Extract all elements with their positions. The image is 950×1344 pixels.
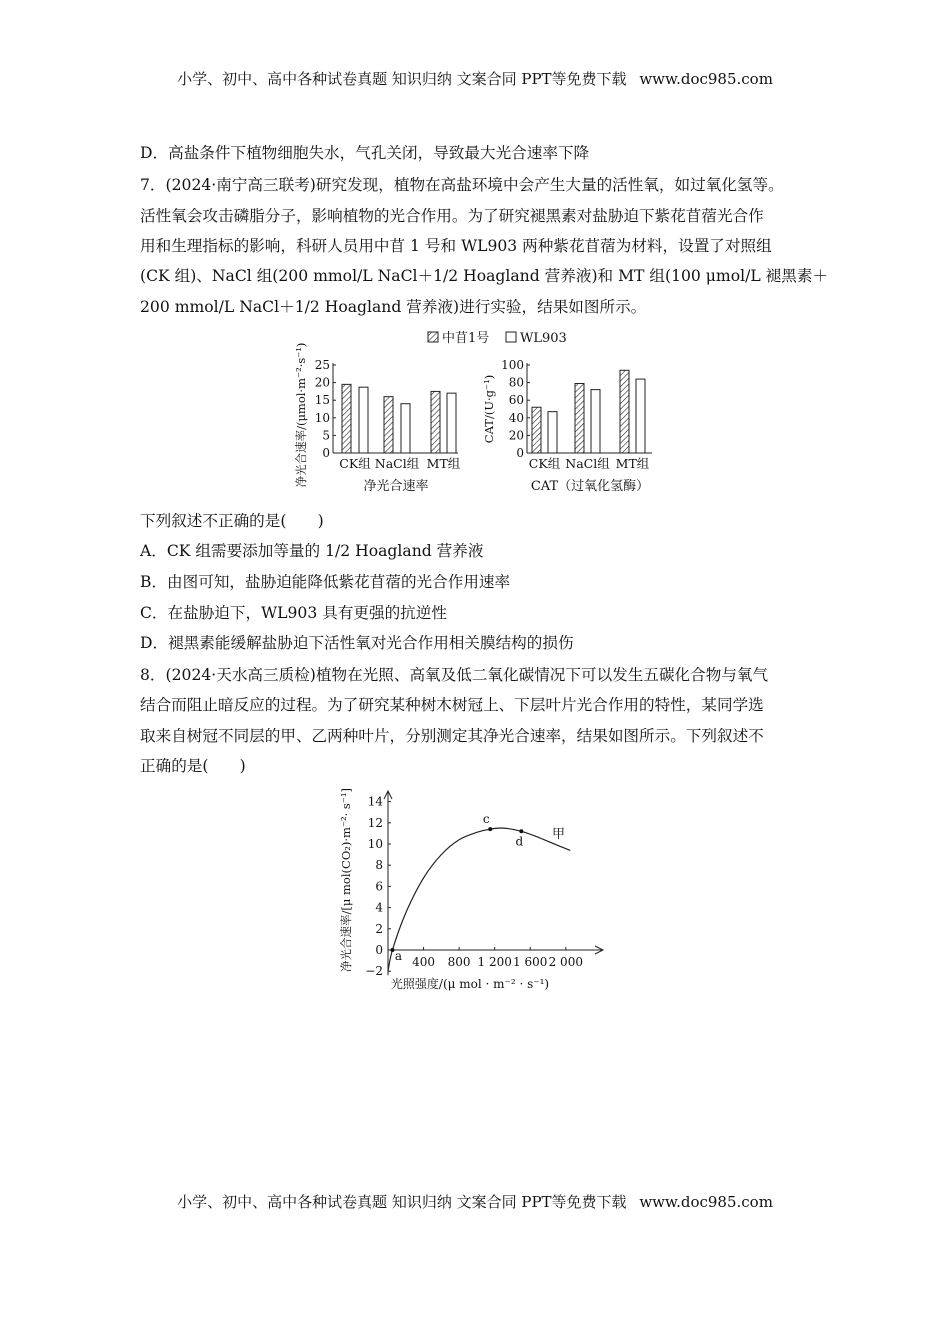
- y-tick-label: 40: [508, 410, 524, 425]
- legend-swatch-open: [506, 332, 516, 342]
- question-7-prompt: 下列叙述不正确的是( ): [140, 512, 324, 530]
- x-tick-label: 2 000: [548, 955, 583, 969]
- y-tick-label: 20: [314, 375, 330, 390]
- x-tick-label: 400: [412, 955, 436, 969]
- point-label: d: [515, 834, 524, 849]
- x-tick-label: MT组: [426, 456, 461, 471]
- x-tick-label: NaCl组: [374, 456, 420, 471]
- option-c: C．在盐胁迫下，WL903 具有更强的抗逆性: [140, 604, 447, 622]
- x-tick-label: 800: [447, 955, 471, 969]
- y-tick-label: 2: [375, 921, 383, 936]
- page-header: [0, 68, 950, 89]
- question-8-line: 8．(2024·天水高三质检)植物在光照、高氧及低二氧化碳情况下可以发生五碳化合物与氧气: [140, 666, 769, 684]
- x-tick-label: CK组: [528, 456, 561, 471]
- y-tick-label: 25: [314, 358, 330, 372]
- x-tick-label: 1 200: [477, 955, 512, 969]
- y-tick-label: 60: [508, 393, 524, 408]
- bar-中苜1号-NaCl组: [384, 397, 393, 453]
- y-tick-label: −2: [365, 964, 383, 979]
- footer-text: 小学、初中、高中各种试卷真题 知识归纳 文案合同 PPT等免费下载: [177, 1193, 627, 1211]
- line-chart-figure: [330, 780, 620, 995]
- question-7-line: 7．(2024·南宁高三联考)研究发现，植物在高盐环境中会产生大量的活性氧，如过氧化氢等。: [140, 176, 784, 194]
- option-d-prev: D．高盐条件下植物细胞失水，气孔关闭，导致最大光合速率下降: [140, 144, 590, 162]
- question-8-line: 正确的是( ): [140, 757, 246, 775]
- question-8-line: 取来自树冠不同层的甲、乙两种叶片，分别测定其净光合速率，结果如图所示。下列叙述不: [140, 727, 764, 745]
- y-tick-label: 12: [367, 815, 383, 830]
- y-tick-label: 100: [501, 358, 524, 372]
- y-tick-label: 10: [314, 410, 330, 425]
- footer-site: www.doc985.com: [639, 1193, 773, 1211]
- bar-中苜1号-MT组: [431, 391, 440, 453]
- option-d: D．褪黑素能缓解盐胁迫下活性氧对光合作用相关膜结构的损伤: [140, 634, 574, 652]
- x-tick-label: NaCl组: [565, 456, 610, 471]
- point-label: a: [394, 949, 403, 963]
- y-tick-label: 80: [508, 375, 524, 390]
- question-7-line: (CK 组)、NaCl 组(200 mmol/L NaCl＋1/2 Hoagland 营养液)和 MT 组(100 μmol/L 褪黑素＋: [140, 267, 829, 285]
- bar-WL903-CK组: [548, 412, 557, 453]
- bar-charts-figure: [280, 325, 680, 500]
- y-tick-label: 20: [508, 428, 524, 443]
- x-tick-label: MT组: [615, 456, 650, 471]
- data-point-d: [519, 829, 523, 833]
- data-point-a: [390, 948, 394, 952]
- option-a: A．CK 组需要添加等量的 1/2 Hoagland 营养液: [140, 542, 484, 560]
- bar-WL903-CK组: [359, 387, 368, 453]
- y-tick-label: 4: [375, 900, 383, 915]
- bar-WL903-MT组: [447, 393, 456, 453]
- data-point-c: [488, 827, 492, 831]
- legend-label: 中苜1号: [442, 331, 490, 346]
- x-tick-label: 1 600: [513, 955, 548, 969]
- chart-title: CAT（过氧化氢酶）: [530, 479, 650, 494]
- bar-中苜1号-CK组: [342, 384, 351, 453]
- bar-WL903-NaCl组: [401, 404, 410, 453]
- header-text: 小学、初中、高中各种试卷真题 知识归纳 文案合同 PPT等免费下载: [177, 70, 627, 88]
- bar-中苜1号-MT组: [620, 370, 629, 453]
- y-tick-label: 14: [367, 794, 383, 809]
- page-footer: [0, 1191, 950, 1212]
- question-7-line: 用和生理指标的影响，科研人员用中苜 1 号和 WL903 两种紫花苜蓿为材料，设置了对照组: [140, 237, 772, 255]
- bar-中苜1号-CK组: [532, 407, 541, 453]
- y-tick-label: 10: [367, 837, 383, 851]
- x-axis-label: 光照强度/(μ mol · m⁻² · s⁻¹): [390, 977, 550, 991]
- bar-WL903-MT组: [636, 379, 645, 453]
- question-7-line: 活性氧会攻击磷脂分子，影响植物的光合作用。为了研究褪黑素对盐胁迫下紫花苜蓿光合作: [140, 207, 764, 225]
- bar-中苜1号-NaCl组: [575, 383, 584, 453]
- option-b: B．由图可知，盐胁迫能降低紫花苜蓿的光合作用速率: [140, 573, 511, 591]
- y-axis-label: CAT/(U·g⁻¹): [482, 374, 496, 444]
- series-label: 甲: [552, 827, 566, 842]
- y-axis-label: 净光合速率/(μmol·m⁻²·s⁻¹): [294, 342, 308, 488]
- y-axis-label: 净光合速率/[μ mol(CO₂)·m⁻²· s⁻¹]: [339, 788, 353, 972]
- y-tick-label: 5: [322, 428, 330, 443]
- y-tick-label: 15: [314, 393, 330, 408]
- y-tick-label: 6: [375, 879, 383, 894]
- legend-swatch-hatched: [428, 332, 438, 342]
- point-label: c: [482, 812, 490, 827]
- question-8-line: 结合而阻止暗反应的过程。为了研究某种树木树冠上、下层叶片光合作用的特性，某同学选: [140, 696, 764, 714]
- x-tick-label: CK组: [339, 456, 371, 471]
- question-7-line: 200 mmol/L NaCl＋1/2 Hoagland 营养液)进行实验，结果如图所示。: [140, 298, 647, 316]
- y-tick-label: 0: [516, 446, 524, 460]
- bar-WL903-NaCl组: [591, 390, 600, 453]
- chart-title: 净光合速率: [363, 479, 429, 494]
- y-tick-label: 8: [375, 858, 383, 873]
- y-tick-label: 0: [322, 446, 330, 460]
- y-tick-label: 0: [375, 943, 383, 957]
- legend-label: WL903: [520, 331, 567, 346]
- header-site: www.doc985.com: [639, 70, 773, 88]
